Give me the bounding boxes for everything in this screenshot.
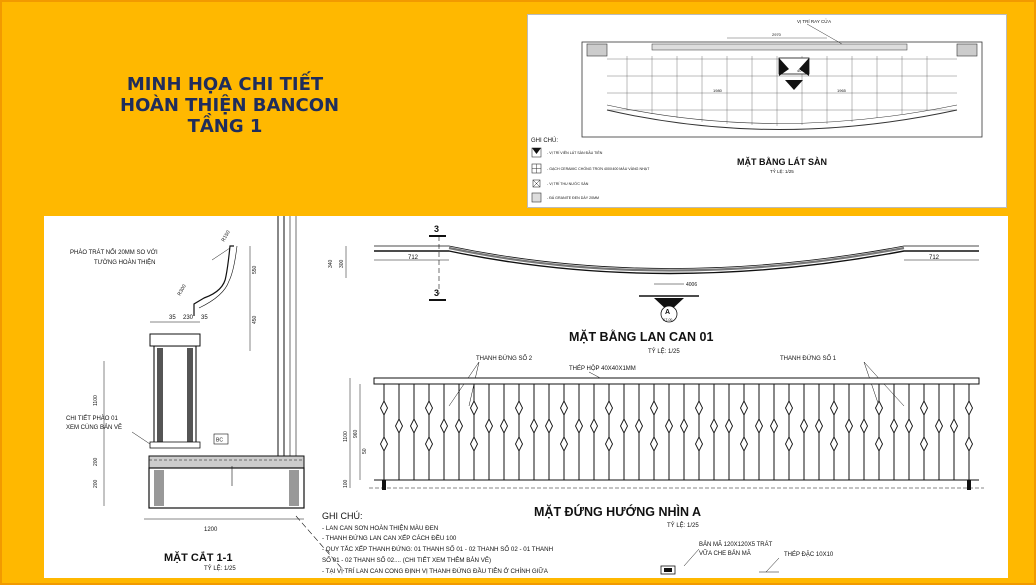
baluster-diamond xyxy=(921,401,928,415)
baluster-diamond xyxy=(921,437,928,451)
baluster-diamond xyxy=(801,419,808,433)
baluster-diamond xyxy=(501,419,508,433)
railing-plan-title: MẶT BẰNG LAN CAN 01 xyxy=(569,330,714,344)
baluster-diamond xyxy=(711,419,718,433)
baluster-diamond xyxy=(741,401,748,415)
dim-elev-50: 50 xyxy=(362,448,368,454)
section-note-top-1: PHÀO TRÁT NỔI 20MM SO VỚI xyxy=(70,250,158,256)
baluster-diamond xyxy=(591,419,598,433)
baluster-diamond xyxy=(471,437,478,451)
baluster-diamond xyxy=(426,401,433,415)
baluster-diamond xyxy=(936,419,943,433)
slide-title xyxy=(120,74,340,137)
baluster-diamond xyxy=(456,419,463,433)
dim-elev-1100: 1100 xyxy=(343,431,349,442)
railing-elevation xyxy=(343,355,984,529)
baluster-diamond xyxy=(696,437,703,451)
dim-right: 1965 xyxy=(837,88,846,93)
baluster-diamond xyxy=(516,437,523,451)
note-line-1: - LAN CAN SƠN HOÀN THIỆN MÀU ĐEN xyxy=(322,525,439,532)
dim-section-d2: 230 xyxy=(183,315,194,321)
baluster-diamond xyxy=(726,419,733,433)
legend-granite-icon xyxy=(532,193,541,202)
baluster-diamond xyxy=(516,401,523,415)
dim-elev-960: 960 xyxy=(353,429,359,438)
section-scale: TỶ LỆ: 1/25 xyxy=(204,566,236,572)
detail-steel: THÉP ĐẶC 10X10 xyxy=(784,552,834,558)
baluster-diamond xyxy=(861,419,868,433)
note-line-2: - THANH ĐỨNG LAN CAN XẾP CÁCH ĐỀU 100 xyxy=(322,535,457,542)
baluster-diamond xyxy=(486,419,493,433)
dim-small: 40 xyxy=(797,68,802,73)
baluster-diamond xyxy=(786,401,793,415)
note-line-4: SỐ 01 - 02 THANH SỐ 02.... (CHI TIẾT XEM THÊM BẢN VẼ) xyxy=(322,557,492,564)
legend-title: GHI CHÚ: xyxy=(531,138,558,144)
railing-bars xyxy=(381,384,973,490)
legend-item-1: - VỊ TRÍ VIÊN LÁT SÀN ĐẦU TIÊN xyxy=(547,151,603,155)
baluster-diamond xyxy=(426,437,433,451)
title-line-3: TẦNG 1 xyxy=(187,116,263,137)
baluster-diamond xyxy=(546,419,553,433)
baluster-diamond xyxy=(636,419,643,433)
dim-section-h3: 1100 xyxy=(93,395,99,406)
section-note-mid-1: CHI TIẾT PHÀO 01 xyxy=(66,416,118,422)
section-title: MẶT CẮT 1-1 xyxy=(164,552,233,564)
baluster-diamond xyxy=(381,437,388,451)
detail-plate-2: VỮA CHE BẢN MÃ xyxy=(699,551,751,557)
baluster-diamond xyxy=(786,437,793,451)
dim-section-r2: R300 xyxy=(176,283,188,297)
baluster-diamond xyxy=(606,437,613,451)
detail-labels xyxy=(661,541,834,574)
dim-section-h1: 550 xyxy=(252,265,258,274)
dim-plan-left: 712 xyxy=(408,255,419,261)
railing-plan xyxy=(328,224,979,355)
railing-detail-panel xyxy=(44,216,1008,578)
baluster-diamond xyxy=(696,401,703,415)
baluster-diamond xyxy=(576,419,583,433)
baluster-diamond xyxy=(951,419,958,433)
section-bc: BC xyxy=(216,437,223,444)
baluster-diamond xyxy=(756,419,763,433)
legend-item-3: - VỊ TRÍ THU NƯỚC SÀN xyxy=(547,182,589,186)
dim-top: 2970 xyxy=(772,32,781,37)
label-bar-2: THANH ĐỨNG SỐ 2 xyxy=(476,356,533,362)
note-line-3: - QUY TẮC XẾP THANH ĐỨNG: 01 THANH SỐ 01 - 02 THANH SỐ 02 - 01 THANH xyxy=(322,546,554,553)
railing-detail-drawing xyxy=(44,216,1008,578)
label-tube: THÉP HỘP 40X40X1MM xyxy=(569,366,636,372)
notes-title: GHI CHÚ: xyxy=(322,511,363,521)
notes-block xyxy=(322,511,553,575)
note-line-5: - TẠI VỊ TRÍ LAN CAN CONG ĐỊNH VỊ THANH ĐỨNG ĐẦU TIÊN Ở CHÍNH GIỮA xyxy=(322,568,548,575)
baluster-diamond xyxy=(891,419,898,433)
baluster-diamond xyxy=(906,419,913,433)
base-post xyxy=(382,480,386,490)
dim-section-d3: 35 xyxy=(201,315,208,321)
baluster-diamond xyxy=(381,401,388,415)
section-note-mid-2: XEM CÙNG BẢN VẼ xyxy=(66,425,123,431)
baluster-diamond xyxy=(561,401,568,415)
section-1-1 xyxy=(66,216,344,572)
floor-plan-drawing xyxy=(527,14,1007,208)
baluster-diamond xyxy=(531,419,538,433)
door-label: VỊ TRÍ RAY CỬA xyxy=(797,19,832,24)
baluster-diamond xyxy=(846,419,853,433)
title-line-2: HOÀN THIỆN BANCON xyxy=(120,95,340,116)
title-line-1: MINH HỌA CHI TIẾT xyxy=(126,74,324,95)
baluster-diamond xyxy=(831,437,838,451)
baluster-diamond xyxy=(621,419,628,433)
dim-plan-h1: 340 xyxy=(328,259,334,268)
dim-section-r1: R150 xyxy=(220,229,232,243)
dim-left: 1980 xyxy=(713,88,722,93)
dim-section-h5: 200 xyxy=(93,479,99,488)
baluster-diamond xyxy=(651,437,658,451)
dim-plan-arc: 4006 xyxy=(686,282,698,288)
detail-plate-1: BẢN MÃ 120X120X5 TRÁT xyxy=(699,542,773,548)
baluster-diamond xyxy=(666,419,673,433)
baluster-diamond xyxy=(411,419,418,433)
baluster-diamond xyxy=(771,419,778,433)
floor-plan-scale: TỶ LỆ: 1/25 xyxy=(770,169,794,174)
legend-item-4: - ĐÁ GRANITE ĐEN DÀY 20MM xyxy=(547,196,600,200)
dim-elev-100: 100 xyxy=(343,479,349,488)
dim-section-h2: 450 xyxy=(252,315,258,324)
dim-plan-right: 712 xyxy=(929,255,940,261)
marker-top: 3 xyxy=(434,224,440,234)
dim-plan-h2: 300 xyxy=(339,259,345,268)
section-mark-sub: KT-00 xyxy=(663,318,673,322)
section-mark-a: A xyxy=(665,309,671,316)
baluster-diamond xyxy=(471,401,478,415)
baluster-diamond xyxy=(876,401,883,415)
dim-section-h4: 200 xyxy=(93,457,99,466)
baluster-diamond xyxy=(651,401,658,415)
legend-item-2: - GẠCH CERAMIC CHỐNG TRƠN 400X400 MÀU VÀNG NHẠT xyxy=(547,167,650,171)
railing-elevation-scale: TỶ LỆ: 1/25 xyxy=(667,523,699,529)
dim-section-w: 1200 xyxy=(204,527,218,533)
base-post xyxy=(967,480,971,490)
baluster-diamond xyxy=(966,401,973,415)
floor-plan-panel xyxy=(527,14,1007,208)
label-bar-1: THANH ĐỨNG SỐ 1 xyxy=(780,356,837,362)
railing-plan-scale: TỶ LỆ: 1/25 xyxy=(648,349,680,355)
baluster-diamond xyxy=(741,437,748,451)
baluster-diamond xyxy=(396,419,403,433)
section-note-top-2: TƯỜNG HOÀN THIỆN xyxy=(94,260,156,266)
dim-section-d1: 35 xyxy=(169,315,176,321)
baluster-diamond xyxy=(876,437,883,451)
baluster-diamond xyxy=(816,419,823,433)
baluster-diamond xyxy=(831,401,838,415)
baluster-diamond xyxy=(681,419,688,433)
floor-plan-title: MẶT BẰNG LÁT SÀN xyxy=(737,157,827,167)
marker-bottom: 3 xyxy=(434,288,440,298)
baluster-diamond xyxy=(561,437,568,451)
baluster-diamond xyxy=(606,401,613,415)
railing-elevation-title: MẶT ĐỨNG HƯỚNG NHÌN A xyxy=(534,505,702,519)
baluster-diamond xyxy=(441,419,448,433)
baluster-diamond xyxy=(966,437,973,451)
